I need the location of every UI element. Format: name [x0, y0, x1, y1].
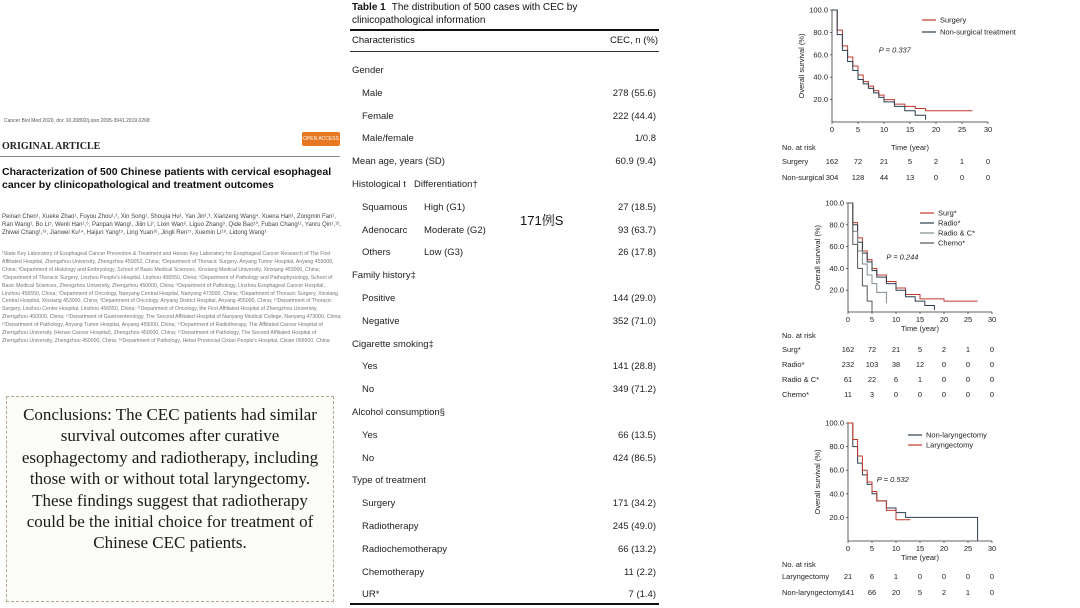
- table-row-label: No: [362, 452, 375, 464]
- risk-count: 0: [941, 375, 947, 384]
- risk-count: 21: [843, 572, 853, 581]
- table-row-overlay-label: Differentiation†: [414, 179, 478, 190]
- table-header-cec: CEC, n (%): [609, 35, 658, 46]
- table-row-label: Gender: [352, 65, 384, 76]
- table-row-label: Cigarette smoking‡: [352, 338, 434, 350]
- table-row-label: Positive: [362, 293, 396, 304]
- survival-curve-1: [848, 423, 910, 520]
- risk-count: 232: [841, 360, 855, 369]
- risk-count: 1: [917, 375, 923, 384]
- table-row-label: Mean age, years (SD): [352, 156, 445, 168]
- risk-row-label: Radio*: [782, 360, 805, 369]
- survival-curve-3: [848, 203, 872, 312]
- table-header-characteristics: Characteristics: [352, 35, 415, 46]
- legend-label: Laryngectomy: [926, 440, 974, 450]
- risk-count: 0: [965, 360, 971, 369]
- risk-count: 0: [965, 390, 971, 399]
- p-value: P = 0.532: [876, 475, 909, 484]
- risk-count: 6: [893, 375, 899, 384]
- y-tick-label: 20.0: [813, 95, 828, 105]
- risk-count: 0: [941, 360, 947, 369]
- y-tick-label: 80.0: [829, 220, 844, 230]
- risk-count: 21: [891, 345, 901, 354]
- risk-count: 44: [879, 173, 889, 182]
- risk-count: 0: [917, 390, 923, 399]
- legend-label: Chemo*: [938, 238, 966, 248]
- table-header-rule: [350, 51, 659, 52]
- risk-count: 22: [867, 375, 877, 384]
- table-row-label: Female: [362, 110, 394, 122]
- table-row-value: 26 (17.8): [617, 247, 656, 259]
- risk-count: 66: [867, 588, 877, 597]
- risk-count: 0: [933, 173, 939, 182]
- article-panel: [0, 0, 345, 608]
- risk-count: 13: [905, 173, 915, 182]
- risk-count: 12: [915, 360, 925, 369]
- survival-curve-0: [832, 10, 972, 111]
- p-value: P = 0.337: [878, 45, 911, 55]
- risk-count: 0: [985, 157, 991, 166]
- y-tick-label: 100.0: [825, 418, 844, 428]
- y-axis-label: Overall survival (%): [813, 449, 822, 515]
- table-row-value: 66 (13.2): [617, 543, 656, 555]
- table-row-label: Adenocarc: [362, 224, 408, 236]
- x-tick-label: 30: [983, 125, 993, 134]
- y-tick-label: 40.0: [829, 489, 844, 499]
- table-row-label: Type of treatment: [352, 475, 426, 487]
- risk-count: 304: [825, 173, 839, 182]
- journal-meta: Cancer Biol Med 2020. doi: 10.20892/j.issn.2095-3941.2019.0268: [4, 118, 150, 124]
- risk-count: 0: [989, 345, 995, 354]
- risk-count: 5: [917, 588, 923, 597]
- risk-count: 0: [985, 173, 991, 182]
- y-axis-label: Overall survival (%): [813, 224, 822, 291]
- x-tick-label: 5: [855, 125, 861, 134]
- table-row-value: 66 (13.5): [617, 429, 656, 441]
- x-tick-label: 25: [963, 544, 973, 553]
- risk-count: 2: [941, 345, 947, 354]
- table-top-rule: [350, 29, 659, 31]
- table-row-label: Others: [362, 247, 391, 259]
- risk-count: 103: [865, 360, 879, 369]
- x-tick-label: 30: [987, 315, 997, 324]
- risk-count: 21: [879, 157, 889, 166]
- table-row-value: 141 (28.8): [612, 361, 656, 373]
- table-row-value: 93 (63.7): [617, 224, 656, 236]
- table-row-value: 222 (44.4): [612, 110, 656, 122]
- risk-count: 0: [989, 375, 995, 384]
- table-title: [352, 1, 577, 14]
- table-row-value: 60.9 (9.4): [615, 156, 656, 168]
- risk-count: 6: [869, 572, 875, 581]
- x-tick-label: 20: [939, 544, 949, 553]
- risk-row-label: Surgery: [782, 157, 809, 166]
- divider: [0, 156, 340, 157]
- table-row-label: Squamous: [362, 201, 408, 213]
- legend-label: Surg*: [938, 208, 957, 218]
- km-chart-laryngectomy: [780, 415, 1000, 608]
- y-tick-label: 40.0: [829, 263, 844, 273]
- table-row-value: 144 (29.0): [612, 293, 656, 304]
- risk-count: 5: [917, 345, 923, 354]
- legend-label: Radio & C*: [938, 228, 976, 238]
- x-tick-label: 10: [879, 125, 889, 134]
- table-row-value: 1/0.8: [634, 133, 656, 145]
- x-tick-label: 0: [845, 315, 851, 324]
- x-tick-label: 25: [963, 315, 973, 324]
- x-tick-label: 0: [845, 544, 851, 553]
- risk-count: 5: [907, 157, 913, 166]
- table-row-label: Alcohol consumption§: [352, 407, 445, 418]
- x-axis-label: Time (year): [890, 143, 930, 152]
- table-row-value: 245 (49.0): [612, 521, 656, 532]
- survival-curve-1: [832, 10, 926, 120]
- table-row-label: Chemotherapy: [362, 566, 425, 578]
- table-title-text: The distribution of 500 cases with CEC by: [391, 2, 578, 13]
- table-row-label: UR*: [362, 589, 380, 601]
- table-row-label: Radiotherapy: [362, 521, 419, 532]
- risk-count: 1: [965, 588, 971, 597]
- risk-count: 2: [933, 157, 939, 166]
- table-row-value: 349 (71.2): [612, 384, 656, 396]
- table-row-value: 424 (86.5): [612, 452, 656, 464]
- x-tick-label: 10: [891, 544, 901, 553]
- table-row-overlay-label: Low (G3): [424, 247, 464, 259]
- y-tick-label: 100.0: [825, 198, 844, 208]
- risk-count: 1: [959, 157, 965, 166]
- y-tick-label: 20.0: [829, 285, 844, 295]
- x-axis-label: Time (year): [900, 324, 940, 333]
- table-row-value: 11 (2.2): [623, 566, 656, 578]
- handwritten-annotation: 171例S: [520, 213, 564, 228]
- table-row-value: 27 (18.5): [617, 201, 656, 213]
- author-list: Peinan Chen¹, Xueke Zhao¹, Fuyou Zhou¹,², Xin Song¹, Shoujia Hu¹, Yan Jin¹,³, Xianzeng Wang⁴, Xuena Han¹, Zongmin Fan¹, Ran Wang¹, Bo Li⁵, Wenli Han¹,⁶, Panpan Wang¹, Jilin Li⁷, Lixin Wan⁸, Liguo Zhang⁹, Qide Bao¹⁰, Fubao Chang¹¹, Yanru Qin¹,¹², Zhiwei Chang¹,¹³, Jianwei Ku¹⁴, Haijun Yang¹⁵, Ling Yuan¹⁶, Jingli Ren¹⁷, Xuemin Li¹⁸, Lidong Wang¹: [2, 214, 341, 237]
- x-tick-label: 30: [987, 544, 997, 553]
- y-axis-label: Overall survival (%): [797, 33, 806, 99]
- risk-count: 128: [851, 173, 865, 182]
- risk-count: 3: [869, 390, 875, 399]
- y-tick-label: 20.0: [829, 512, 844, 522]
- risk-count: 141: [841, 588, 855, 597]
- risk-row-label: Chemo*: [782, 390, 810, 399]
- table-label: Table 1: [352, 2, 386, 13]
- risk-count: 20: [891, 588, 901, 597]
- y-tick-label: 100.0: [809, 5, 828, 15]
- risk-row-label: Surg*: [782, 345, 801, 354]
- article-type: ORIGINAL ARTICLE: [2, 141, 101, 152]
- x-axis-label: Time (year): [900, 553, 940, 562]
- table-row-overlay-label: Moderate (G2): [424, 224, 486, 236]
- table-row-overlay-label: High (G1): [424, 201, 466, 213]
- x-tick-label: 15: [915, 544, 925, 553]
- risk-count: 1: [965, 345, 971, 354]
- x-tick-label: 5: [869, 315, 875, 324]
- risk-count: 0: [941, 572, 947, 581]
- x-tick-label: 5: [869, 544, 875, 553]
- conclusion-text: Conclusions: The CEC patients had similar survival outcomes after curative esophagectomy and radiotherapy, including those with or without total laryngectomy. These findings suggest that radiotherapy could be the initial choice for treatment of Chinese CEC patients.: [21, 405, 319, 553]
- km-chart-surgery: [780, 0, 1016, 190]
- x-tick-label: 10: [891, 315, 901, 324]
- x-tick-label: 25: [957, 125, 967, 134]
- y-tick-label: 40.0: [813, 72, 828, 82]
- table-row-label: Surgery: [362, 498, 396, 510]
- risk-count: 2: [941, 588, 947, 597]
- table-bottom-rule: [350, 603, 659, 605]
- table-row-label: Yes: [362, 429, 378, 441]
- x-tick-label: 15: [915, 315, 925, 324]
- risk-count: 0: [989, 360, 995, 369]
- table-row-label: Histological t: [352, 179, 406, 190]
- risk-row-label: Non-surgical: [782, 173, 825, 182]
- table-row-label: Family history‡: [352, 270, 416, 282]
- table-row-value: 278 (55.6): [612, 87, 656, 99]
- x-tick-label: 20: [939, 315, 949, 324]
- risk-count: 0: [893, 390, 899, 399]
- risk-count: 38: [891, 360, 901, 369]
- y-tick-label: 80.0: [829, 442, 844, 452]
- risk-count: 72: [853, 157, 863, 166]
- risk-count: 72: [867, 345, 877, 354]
- risk-table-title: No. at risk: [782, 143, 816, 152]
- p-value: P = 0.244: [886, 252, 919, 262]
- risk-count: 0: [965, 375, 971, 384]
- table-row-label: Male/female: [362, 133, 414, 145]
- table-row-label: Negative: [362, 315, 400, 327]
- affiliations: ¹State Key Laboratory of Esophageal Cancer Prevention & Treatment and Henan Key Laboratory for Esophageal Cancer Research of The First Affiliated Hospital, Zhengzhou University, Zhengzhou 450052, China; ²Department of Thoracic Surgery, Anyang Tumor Hospital, Anyang 455000, China; ³Department of Histology and Embryology, School of Basic Medical Sciences, Xinxiang Medical University, Xinxiang 453000, China; ⁴Department of Thoracic Surgery, Linzhou People's Hospital, Linzhou 456550, China; ⁵Department of Pathology and Pathophysiology, School of Basic Medical Sciences, Zhengzhou University, Zhengzhou 450000, China; ⁶Department of Pathology, Linzhou Esophageal Cancer Hospital, Linzhou 456550, China; ⁷Department of Oncology, Nanyang Central Hospital, Nanyang 473000, China; ⁸Department of Thoracic Surgery, Xinxiang Central Hospital, Xinxiang 453000, China; ⁹Department of Oncology, Anyang District Hospital, Anyang 455000, China; ¹⁰Department of Thoracic Surgery, Linzhou Center Hospital, Linzhou 456550, China; ¹¹Department of Oncology, the First Affiliated Hospital of Zhengzhou University, Zhengzhou 450000, China; ¹²Department of Gastroenterology, The Second Affiliated Hospital of Nanyang Medical College, Nanyang 473000, China; ¹³Department of Pathology, Anyang Tumor Hospital, Anyang 455000, China; ¹⁴Department of Radiotherapy, The Affiliated Cancer Hospital of Zhengzhou University (Henan Cancer Hospital), Zhengzhou 450000, China; ¹⁵Department of Pathology, The Second Affiliated Hospital of Zhengzhou University, Zhengzhou 450000, China; ¹⁶Department of Pathology, Hebei Provincial Cixian People's Hospital, Cixian 056500, China: [2, 251, 342, 344]
- risk-count: 0: [989, 390, 995, 399]
- risk-count: 11: [844, 390, 852, 399]
- table-row-value: 7 (1.4): [628, 589, 656, 601]
- risk-count: 0: [989, 588, 995, 597]
- risk-count: 1: [893, 572, 899, 581]
- risk-count: 162: [841, 345, 855, 354]
- risk-count: 0: [959, 173, 965, 182]
- risk-count: 0: [917, 572, 923, 581]
- risk-row-label: Laryngectomy: [782, 572, 830, 581]
- table-row-label: Male: [362, 87, 383, 99]
- table-row-label: No: [362, 384, 375, 396]
- table-row-value: 171 (34.2): [612, 498, 656, 510]
- article-title: Characterization of 500 Chinese patients with cervical esophageal cancer by clinicopathological and treatment outcomes: [2, 166, 332, 191]
- risk-table-title: No. at risk: [782, 560, 816, 569]
- table-row-value: 352 (71.0): [612, 315, 656, 327]
- table-row-label: Yes: [362, 361, 378, 373]
- legend-label: Non-surgical treatment: [940, 27, 1016, 37]
- x-tick-label: 20: [931, 125, 941, 134]
- y-tick-label: 60.0: [829, 465, 844, 475]
- table-row-label: Radiochemotherapy: [362, 543, 448, 555]
- y-tick-label: 80.0: [813, 27, 828, 37]
- legend-label: Non-laryngectomy: [926, 430, 987, 440]
- legend-label: Surgery: [940, 15, 967, 25]
- table-subtitle: clinicopathological information: [352, 15, 486, 26]
- risk-count: 162: [825, 157, 839, 166]
- x-tick-label: 15: [905, 125, 915, 134]
- risk-count: 0: [941, 390, 947, 399]
- x-tick-label: 0: [829, 125, 835, 134]
- open-access-logo: OPEN ACCESS: [302, 132, 340, 146]
- risk-row-label: Radio & C*: [782, 375, 820, 384]
- legend-label: Radio*: [938, 218, 961, 228]
- y-tick-label: 60.0: [813, 50, 828, 60]
- risk-count: 61: [843, 375, 853, 384]
- km-chart-treatment: [780, 195, 1000, 410]
- risk-row-label: Non-laryngectomy: [782, 588, 843, 597]
- risk-table-title: No. at risk: [782, 331, 816, 340]
- risk-count: 0: [989, 572, 995, 581]
- y-tick-label: 60.0: [829, 242, 844, 252]
- risk-count: 0: [965, 572, 971, 581]
